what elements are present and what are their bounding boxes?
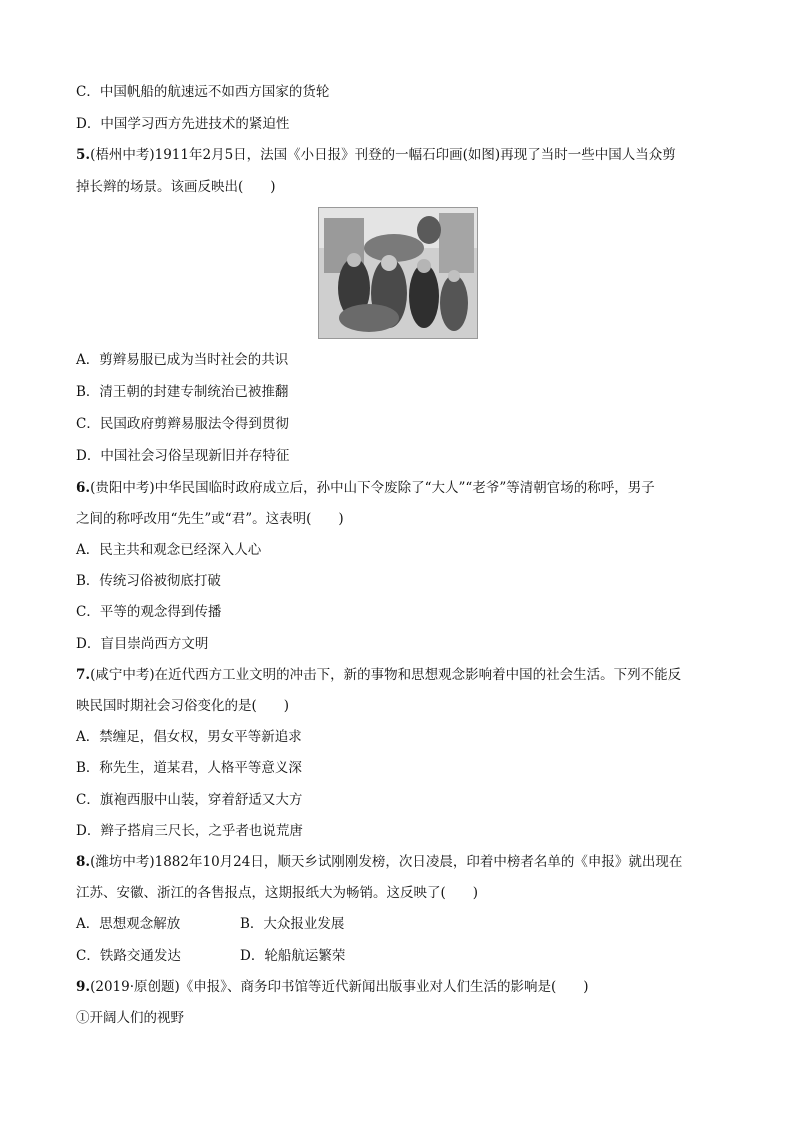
lithograph-illustration xyxy=(319,208,477,338)
question-7-option-a: A．禁缠足，倡女权，男女平等新追求 xyxy=(76,729,302,745)
question-7-option-b: B．称先生，道某君，人格平等意义深 xyxy=(76,760,302,776)
question-6-option-a: A．民主共和观念已经深入人心 xyxy=(76,542,262,558)
question-7-stem-line-1 xyxy=(76,665,681,685)
lithograph-figure xyxy=(318,207,478,339)
question-5-text-1: (梧州中考)1911年2月5日，法国《小日报》刊登的一幅石印画(如图)再现了当时一些中国人当众剪 xyxy=(90,147,676,163)
question-7-number: 7. xyxy=(76,667,91,683)
question-8-number: 8. xyxy=(76,854,91,870)
question-7-option-d: D．辫子搭肩三尺长，之乎者也说荒唐 xyxy=(76,823,303,839)
question-8-option-b: B．大众报业发展 xyxy=(240,916,345,932)
question-6-option-d: D．盲目崇尚西方文明 xyxy=(76,636,209,652)
question-8-option-d: D．轮船航运繁荣 xyxy=(240,948,346,964)
question-5-number: 5. xyxy=(76,147,91,163)
question-9-text-1: (2019·原创题)《申报》、商务印书馆等近代新闻出版事业对人们生活的影响是( ) xyxy=(90,979,589,995)
question-9-stem-line-1 xyxy=(76,977,589,997)
question-5-option-c: C．民国政府剪辫易服法令得到贯彻 xyxy=(76,416,289,432)
option-c-line: C．中国帆船的航速远不如西方国家的货轮 xyxy=(76,84,330,100)
question-9-item-1: ①开阔人们的视野 xyxy=(76,1010,184,1026)
question-5-stem-line-2: 掉长辫的场景。该画反映出( ) xyxy=(76,179,276,195)
question-7-stem-line-2: 映民国时期社会习俗变化的是( ) xyxy=(76,698,290,714)
question-7-text-1: (咸宁中考)在近代西方工业文明的冲击下，新的事物和思想观念影响着中国的社会生活。下列不能反 xyxy=(90,667,682,683)
question-6-number: 6. xyxy=(76,480,91,496)
question-7-option-c: C．旗袍西服中山装，穿着舒适又大方 xyxy=(76,792,303,808)
question-5-option-a: A．剪辫易服已成为当时社会的共识 xyxy=(76,352,289,368)
option-d-line: D．中国学习西方先进技术的紧迫性 xyxy=(76,116,290,132)
question-6-text-1: (贵阳中考)中华民国临时政府成立后，孙中山下令废除了“大人”“老爷”等清朝官场的称呼，男子 xyxy=(90,480,655,496)
question-9-number: 9. xyxy=(76,979,91,995)
question-6-stem-line-1 xyxy=(76,478,655,498)
question-5-option-d: D．中国社会习俗呈现新旧并存特征 xyxy=(76,448,290,464)
question-6-option-c: C．平等的观念得到传播 xyxy=(76,604,222,620)
question-8-option-c: C．铁路交通发达 xyxy=(76,948,181,964)
question-5-stem-line-1 xyxy=(76,145,676,165)
question-8-stem-line-2: 江苏、安徽、浙江的各售报点，这期报纸大为畅销。这反映了( ) xyxy=(76,885,479,901)
question-6-option-b: B．传统习俗被彻底打破 xyxy=(76,573,221,589)
question-8-stem-line-1 xyxy=(76,852,682,872)
question-6-stem-line-2: 之间的称呼改用“先生”或“君”。这表明( ) xyxy=(76,511,344,527)
question-8-option-a: A．思想观念解放 xyxy=(76,916,181,932)
question-5-option-b: B．清王朝的封建专制统治已被推翻 xyxy=(76,384,289,400)
question-8-text-1: (潍坊中考)1882年10月24日，顺天乡试刚刚发榜，次日凌晨，印着中榜者名单的《申报》就出现在 xyxy=(90,854,683,870)
